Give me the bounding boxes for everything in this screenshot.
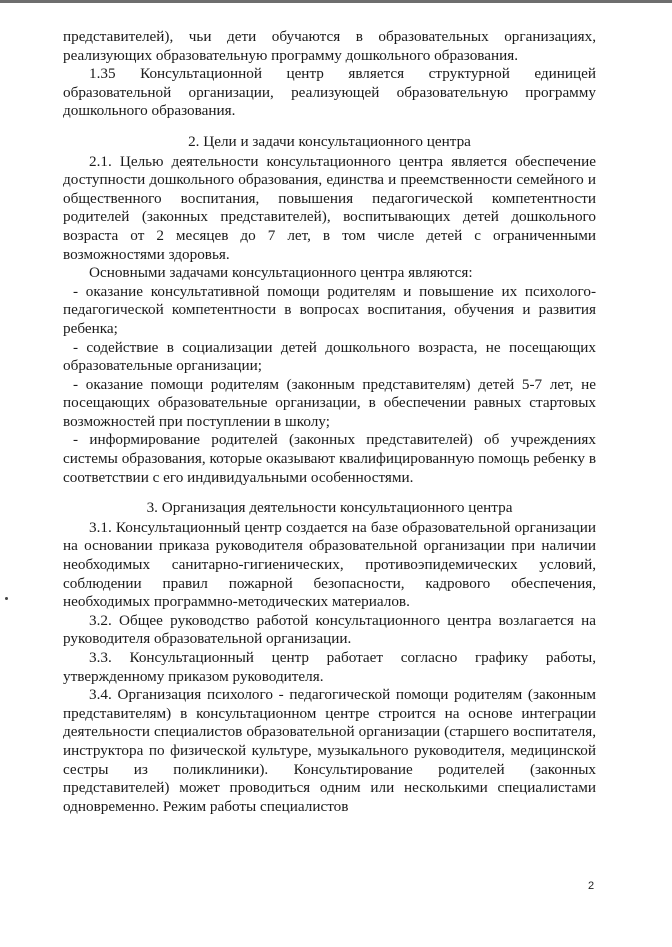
paragraph-3-3: 3.3. Консультационный центр работает согласно графику работы, утвержденному приказом руководителя. <box>63 649 596 685</box>
paragraph-3-1: 3.1. Консультационный центр создается на базе образовательной организации на основании приказа руководителя образовательной организации при наличии необходимых санитарно-гигиенических, противоэпидемических условий, соблюдении правил пожарной безопасности, кадрового обеспечения, необходимых программно-методических материалов. <box>63 518 596 611</box>
paragraph-continuation: представителей), чьи дети обучаются в образовательных организациях, реализующих образовательную программу дошкольного образования. <box>63 28 596 64</box>
tasks-intro: Основными задачами консультационного центра являются: <box>89 264 473 282</box>
section-2-heading: 2. Цели и задачи консультационного центра <box>188 132 471 150</box>
paragraph-3-4: 3.4. Организация психолого - педагогической помощи родителям (законным представителям) в консультационном центре строится на основе интеграции деятельности специалистов образовательной организации (старшего воспитателя, инструктора по физической культуре, музыкального руководителя, медицинской сестры из поликлиники). Консультирование родителей (законных представителей) может проводиться одним или несколькими специалистами одновременно. Режим работы специалистов <box>63 686 596 815</box>
page-number: 2 <box>588 880 595 892</box>
section-3-heading: 3. Организация деятельности консультационного центра <box>146 499 513 517</box>
task-item: - оказание консультативной помощи родителям и повышение их психолого-педагогической компетентности в вопросах воспитания, обучения и развития ребенка; <box>63 282 596 337</box>
scan-top-edge <box>0 0 672 3</box>
task-item: - содействие в социализации детей дошкольного возраста, не посещающих образовательные организации; <box>63 338 596 375</box>
paragraph-1-35: 1.35 Консультационной центр является структурной единицей образовательной организации, реализующей образовательную программу дошкольного образования. <box>63 65 596 120</box>
paragraph-2-1: 2.1. Целью деятельности консультационного центра является обеспечение доступности дошкольного образования, единства и преемственности семейного и общественного воспитания, повышения педагогической компетентности родителей (законных представителей), воспитывающих детей дошкольного возраста от 2 месяцев до 7 лет, в том числе детей с ограниченными возможностями здоровья. <box>63 152 596 263</box>
task-item: - информирование родителей (законных представителей) об учреждениях системы образования, которые оказывают квалифицированную помощь ребенку в соответствии с его индивидуальными особенностями. <box>63 431 596 486</box>
scan-artifact-dot <box>5 597 8 600</box>
task-item: - оказание помощи родителям (законным представителям) детей 5-7 лет, не посещающих образовательные организации, в обеспечении равных стартовых возможностей при поступлении в школу; <box>63 375 596 430</box>
document-page <box>63 28 596 816</box>
paragraph-3-2: 3.2. Общее руководство работой консультационного центра возлагается на руководителя образовательной организации. <box>63 611 596 648</box>
